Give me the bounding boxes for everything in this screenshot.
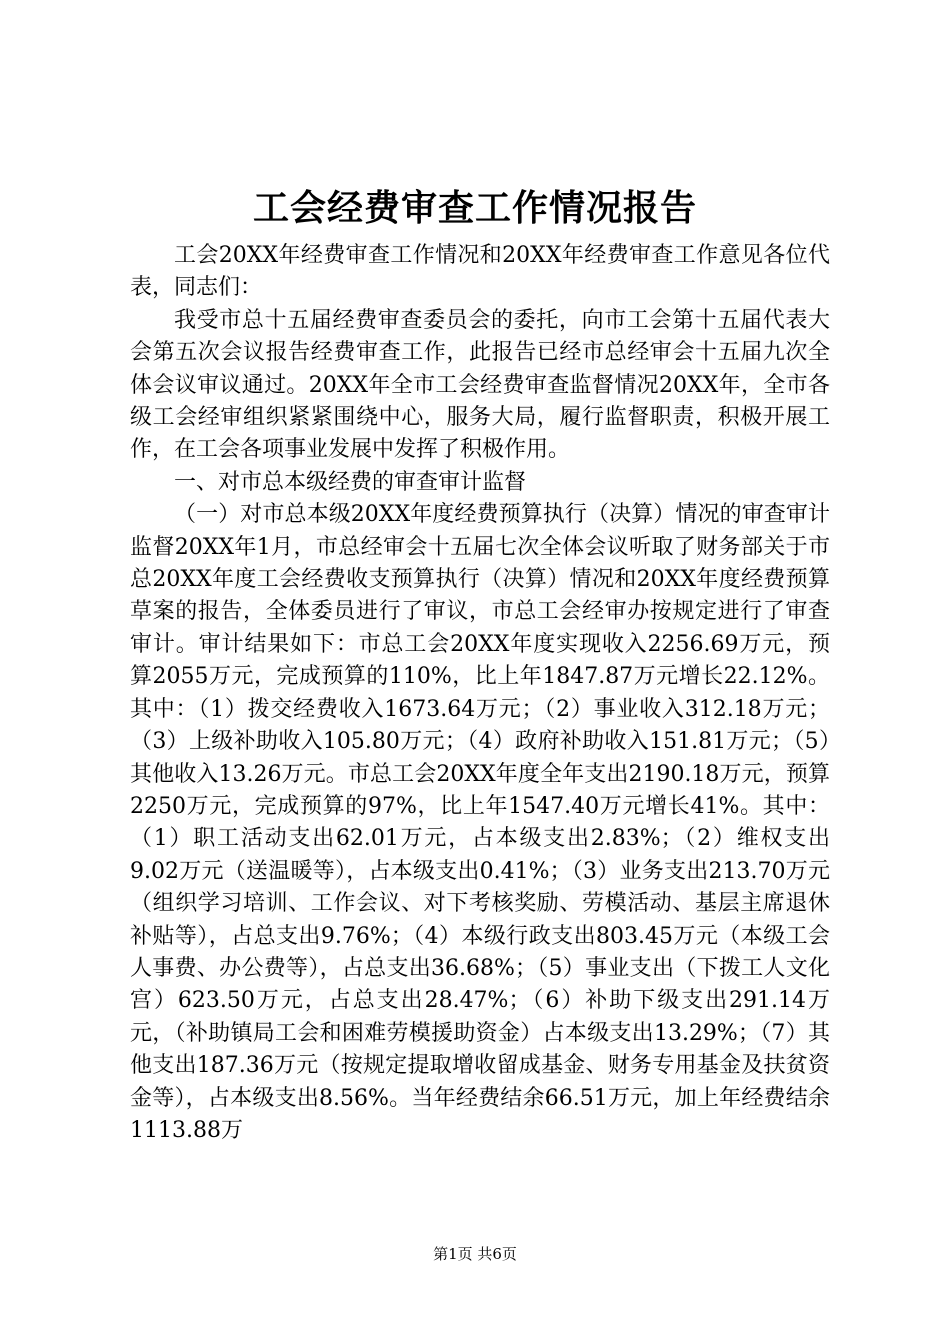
paragraph-opening: 工会20XX年经费审查工作情况和20XX年经费审查工作意见各位代表，同志们： [130, 243, 830, 301]
document-title: 工会经费审查工作情况报告 [252, 187, 697, 229]
paragraph-audit-details: （一）对市总本级20XX年度经费预算执行（决算）情况的审查审计监督20XX年1月，市总经审会十五届七次全体会议听取了财务部关于市总20XX年度工会经费收支预算执行（决算）情况和20XX年度经费预算草案的报告，全体委员进行了审议，市总工会经审办按规定进行了审查审计。审计结果如下：市总工会20XX年度实现收入2256.69万元，预算2055万元，完成预算的110%，比上年1847.87万元增长22.12%。其中：（1）拨交经费收入1673.64万元；（2）事业收入312.18万元；（3）上级补助收入105.80万元；（4）政府补助收入151.81万元；（5）其他收入13.26万元。市总工会20XX年度全年支出2190.18万元，预算2250万元，完成预算的97%，比上年1547.40万元增长41%。其中：（1）职工活动支出62.01万元，占本级支出2.83%；（2）维权支出9.02万元（送温暖等），占本级支出0.41%；（3）业务支出213.70万元（组织学习培训、工作会议、对下考核奖励、劳模活动、基层主席退休补贴等），占总支出9.76%；（4）本级行政支出803.45万元（本级工会人事费、办公费等），占总支出36.68%；（5）事业支出（下拨工人文化宫）623.50万元，占总支出28.47%；（6）补助下级支出291.14万元，（补助镇局工会和困难劳模援助资金）占本级支出13.29%；（7）其他支出187.36万元（按规定提取增收留成基金、财务专用基金及扶贫资金等），占本级支出8.56%。当年经费结余66.51万元，加上年经费结余1113.88万 [130, 502, 830, 1143]
page-number-footer: 第1页 共6页 [433, 1245, 517, 1263]
section-heading: 一、对市总本级经费的审查审计监督 [174, 469, 527, 495]
document-body [130, 240, 830, 1147]
paragraph-introduction: 我受市总十五届经费审查委员会的委托，向市工会第十五届代表大会第五次会议报告经费审查工作，此报告已经市总经审会十五届九次全体会议审议通过。20XX年全市工会经费审查监督情况20XX年，全市各级工会经审组织紧紧围绕中心，服务大局，履行监督职责，积极开展工作，在工会各项事业发展中发挥了积极作用。 [130, 307, 830, 463]
